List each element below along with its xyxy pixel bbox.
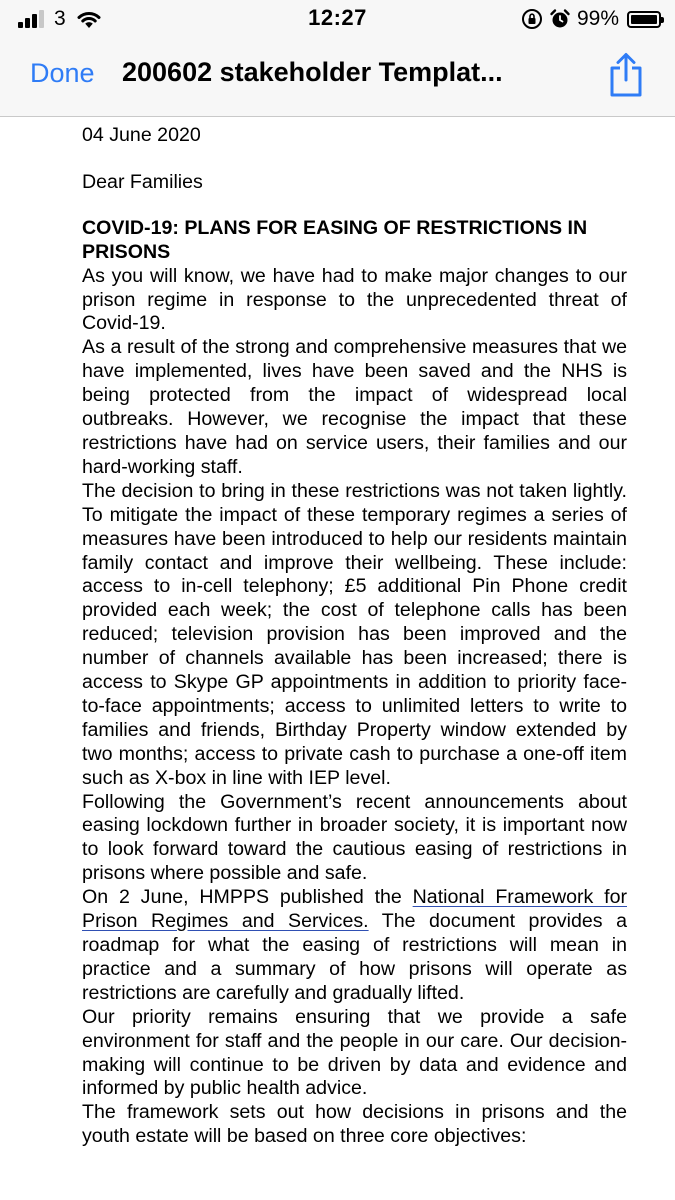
paragraph-mitigations: The decision to bring in these restrictions was not taken lightly. To mitigate the impact of these temporary regimes a series of measures have been introduced to help our residents maintain family contact and improve their wellbeing. These include: access to in-cell telephony; £5 additional Pin Phone credit provided each week; the cost of telephone calls has been reduced; television provision has been improved and the number of channels available has been increased; there is access to Skype GP appointments in addition to priority face-to-face appointments; access to unlimited letters to write to families and friends, Birthday Property window extended by two months; access to private cash to purchase a one-off item such as X-box in line with IEP level. <box>82 479 627 789</box>
status-bar-right <box>521 6 661 32</box>
document-title: 200602 stakeholder Templat... <box>122 57 503 87</box>
battery-icon <box>627 11 661 28</box>
paragraph-objectives: The framework sets out how decisions in prisons and the youth estate will be based on three core objectives: <box>82 1101 627 1148</box>
paragraph-priority: Our priority remains ensuring that we provide a safe environment for staff and the people in our care. Our decision-making will continue to be driven by data and evidence and informed by public health advice. <box>82 1005 627 1100</box>
done-button[interactable]: Done <box>30 58 95 88</box>
framework-text-before: On 2 June, HMPPS published the <box>82 886 413 909</box>
document-body <box>82 124 627 1149</box>
carrier-label: 3 <box>54 7 66 30</box>
paragraph-intro: As you will know, we have had to make major changes to our prison regime in response to the unprecedented threat of Covid-19. <box>82 264 627 335</box>
letter-heading: COVID-19: PLANS FOR EASING OF RESTRICTIONS IN PRISONS <box>82 216 588 263</box>
paragraph-framework <box>82 886 627 1006</box>
share-icon[interactable] <box>606 52 646 98</box>
alarm-icon <box>549 8 571 30</box>
status-bar <box>0 0 675 38</box>
battery-percent: 99% <box>576 7 619 30</box>
letter-date: 04 June 2020 <box>82 124 201 146</box>
orientation-lock-icon <box>521 8 543 30</box>
framework-text-after: The document provides a roadmap for what the easing of restrictions will mean in practice and a summary of how prisons will operate as restrictions are carefully and gradually lifted. <box>82 910 627 1004</box>
clock: 12:27 <box>308 5 367 30</box>
navigation-bar <box>0 38 675 117</box>
paragraph-easing-lockdown: Following the Government’s recent announcements about easing lockdown further in broader society, it is important now to look forward toward the cautious easing of restrictions in prisons where possible and safe. <box>82 790 627 885</box>
national-framework-link[interactable]: National Framework for Prison Regimes and Services. <box>82 886 627 933</box>
battery-fill <box>631 15 657 24</box>
paragraph-measures-impact: As a result of the strong and comprehensive measures that we have implemented, lives have been saved and the NHS is being protected from the impact of widespread local outbreaks. However, we recognise the impact that these restrictions have had on service users, their families and our hard-working staff. <box>82 336 627 478</box>
letter-salutation: Dear Families <box>82 170 203 193</box>
